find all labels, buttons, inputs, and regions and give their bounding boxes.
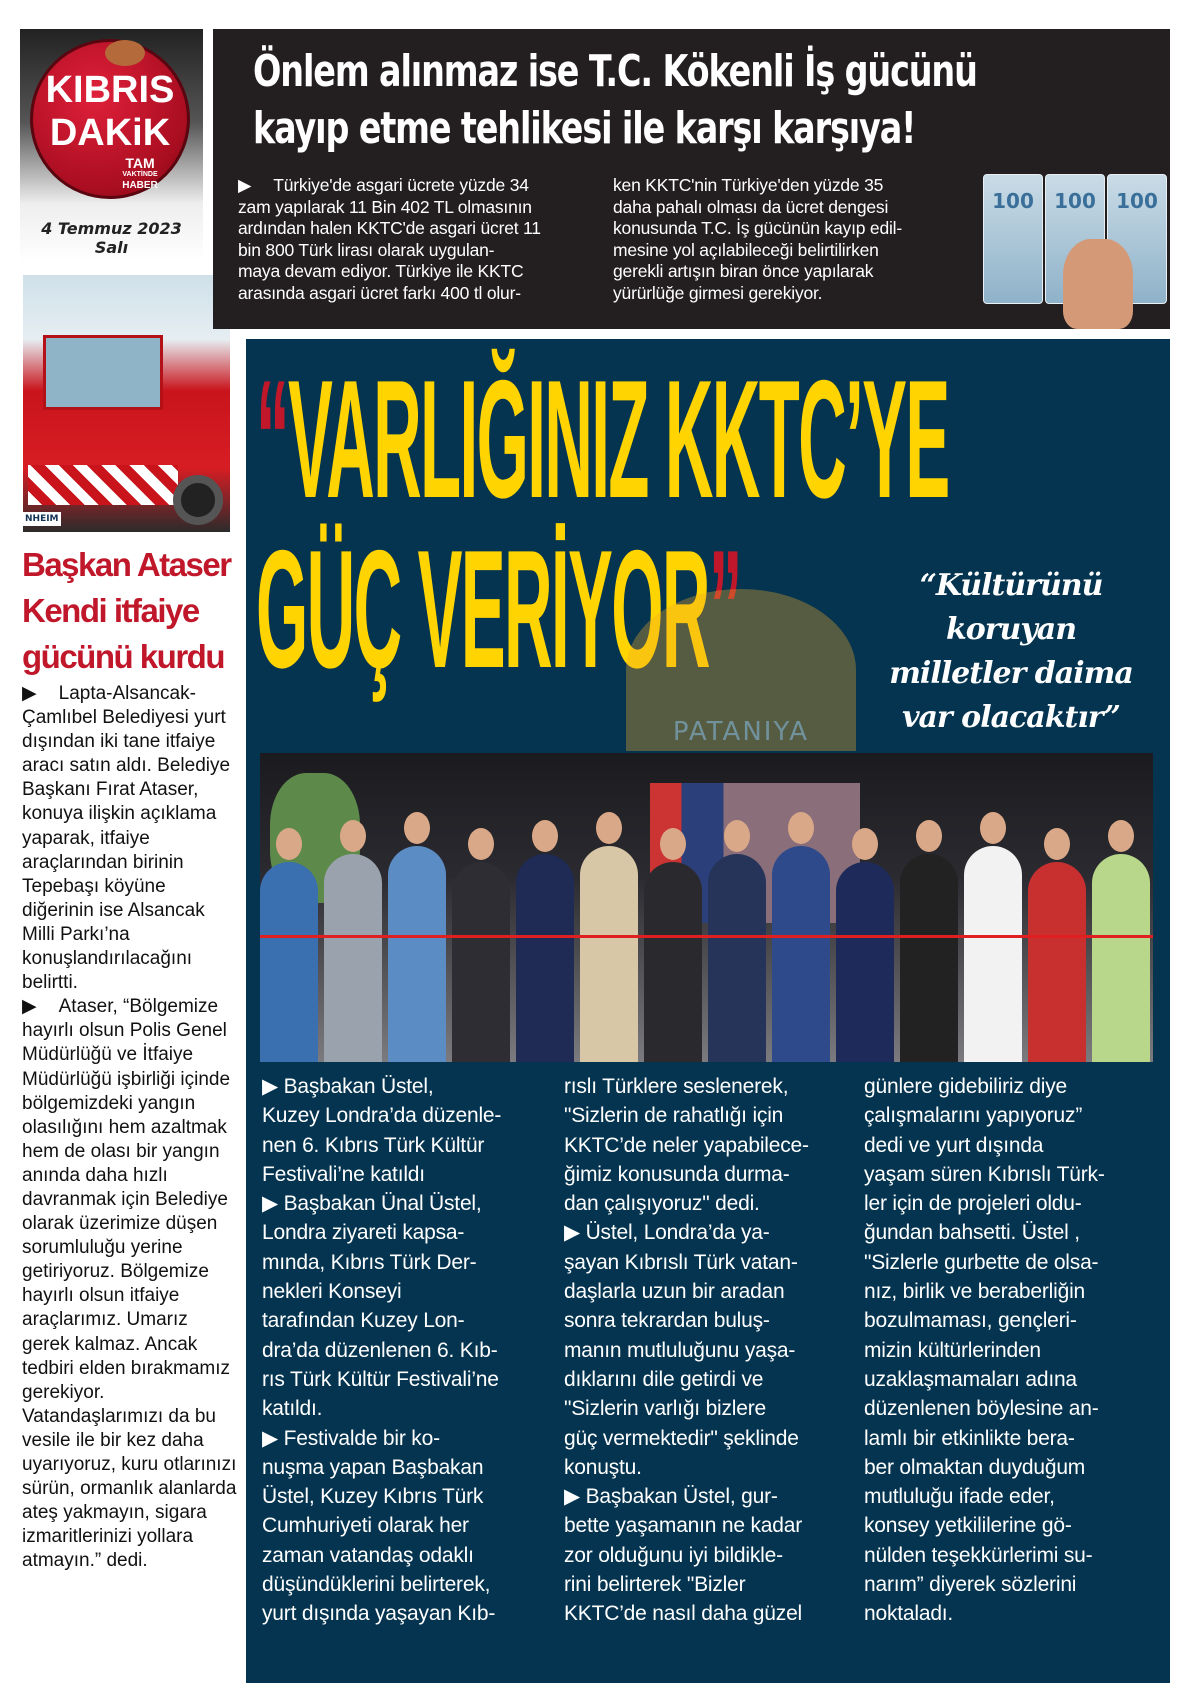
text-line: daha pahalı olması da ücret dengesi <box>613 196 889 217</box>
person <box>1028 862 1086 1062</box>
open-quote: “ <box>256 345 288 533</box>
person-head <box>724 820 750 852</box>
person-head <box>1044 828 1070 860</box>
masthead-logo <box>20 29 203 262</box>
person <box>836 862 894 1062</box>
text-line: ber olmaktan duyduğum <box>864 1455 1086 1479</box>
text-line: düşündüklerini belirterek, <box>262 1573 491 1597</box>
text-line: gerekli artışın biran önce yapılarak <box>613 261 874 281</box>
text-line: ▶ Başbakan Üstel, <box>262 1075 434 1098</box>
bullet-arrow-icon: ▶ <box>22 683 37 704</box>
text-line: ardından halen KKTC'de asgari ücret 11 <box>238 218 541 238</box>
person <box>1092 854 1150 1062</box>
person-head <box>788 812 814 844</box>
text-line: katıldı. <box>262 1397 323 1421</box>
top-story-column-1 <box>238 175 583 304</box>
watermark: PATANIYA <box>626 589 856 751</box>
banknotes-photo <box>983 169 1170 329</box>
text-line: düzenlenen böylesine an- <box>864 1397 1099 1421</box>
text-line: Kuzey Londra’da düzenle- <box>262 1104 502 1128</box>
main-story-column-1 <box>262 1072 552 1629</box>
text-line: konusunda T.C. İş gücünün kayıp edil- <box>613 218 902 238</box>
text-line: Londra ziyareti kapsa- <box>262 1221 465 1245</box>
person-head <box>916 820 942 852</box>
text-line: konsey yetkililerine gö- <box>864 1514 1072 1538</box>
person <box>388 846 446 1062</box>
photo-caption: NHEIM <box>25 514 59 524</box>
banknote: 100 <box>1045 174 1105 304</box>
person <box>964 846 1022 1062</box>
day-text: Salı <box>94 238 129 257</box>
person-head <box>340 820 366 852</box>
text-line: noktaladı. <box>864 1602 954 1626</box>
text-line: zaman vatandaş odaklı <box>262 1543 474 1567</box>
text-line: narım” diyerek sözlerini <box>864 1573 1077 1597</box>
person <box>260 862 318 1062</box>
text-line: güç vermektedir" şeklinde <box>564 1426 799 1450</box>
text-line: yaşam süren Kıbrıslı Türk- <box>864 1162 1105 1186</box>
text-line: Cumhuriyeti olarak her <box>262 1514 469 1538</box>
text-line: "Sizlerin de rahatlığı için <box>564 1104 784 1128</box>
person <box>644 862 702 1062</box>
logo-tag2: VAKTİNDE <box>122 171 158 178</box>
headline-line: gücünü kurdu <box>22 638 224 675</box>
logo-badge <box>30 39 190 199</box>
text-line: ▶ Başbakan Üstel, gur- <box>564 1485 778 1509</box>
text-line: rıs Türk Kültür Festivali’ne <box>262 1367 499 1391</box>
text-line: ler için de projeleri oldu- <box>864 1192 1082 1216</box>
person <box>324 854 382 1062</box>
text-line: ğundan bahsetti. Üstel , <box>864 1221 1080 1245</box>
logo-tag3: HABER <box>122 180 158 191</box>
text-line: yurt dışında yaşayan Kıb- <box>262 1602 496 1626</box>
person-head <box>532 820 558 852</box>
text-line: lamlı bir etkinlikte bera- <box>864 1426 1075 1450</box>
top-story-column-2 <box>613 175 953 304</box>
text-line: dıklarını dile getirdi ve <box>564 1367 764 1391</box>
text-line: bozulmaması, gençleri- <box>864 1309 1077 1333</box>
text-line: uzaklaşmamaları adına <box>864 1367 1077 1391</box>
person <box>452 862 510 1062</box>
person <box>708 854 766 1062</box>
side-story-headline <box>22 542 237 680</box>
person <box>580 846 638 1062</box>
headline-line: Başkan Ataser <box>22 546 231 583</box>
ribbon-cutting-photo <box>260 753 1153 1062</box>
paragraph: ▶ Ataser, “Bölgemize hayırlı olsun Polis Genel Müdürlüğü ve İtfaiye Müdürlüğü işbirliği içinde bölgemizdeki yangın olasılığını hem azaltmak hem de olası bir yangın anında daha hızlı davranmak için Belediye olarak üzerimize düşen sorumluluğu yerine getiriyoruz. Bölgemize hayırlı olsun itfaiye araçlarımız. Umarız gerek kalmaz. Ancak tedbiri elden bırakmamız gerekiyor. Vatandaşlarımızı da bu vesile ile bir kez daha uyarıyoruz, kuru otlarınızı sürün, ormanlık alanlarda ateş yakmayın, sigara izmaritlerinizi yollara atmayın.” dedi. <box>22 996 237 1572</box>
side-story-body <box>22 682 237 1573</box>
logo-tag1: TAM <box>125 155 155 171</box>
text-line: ▶ Festivalde bir ko- <box>262 1426 440 1450</box>
person-head <box>276 828 302 860</box>
text-line: zam yapılarak 11 Bin 402 TL olmasının <box>238 196 532 217</box>
pull-quote: “Kültürünü koruyan milletler daima var olacaktır” <box>889 568 1133 735</box>
text-line: nen 6. Kıbrıs Türk Kültür <box>262 1133 485 1157</box>
text-line: mında, Kıbrıs Türk Der- <box>262 1250 477 1274</box>
text-line: mutluluğu ifade eder, <box>864 1485 1055 1509</box>
person <box>772 846 830 1062</box>
logo-line1: KIBRIS <box>45 69 175 111</box>
text-line: ▶ Üstel, Londra’da ya- <box>564 1221 770 1245</box>
text-line: bette yaşamanın ne kadar <box>564 1514 803 1538</box>
text-line: dan çalışıyoruz" dedi. <box>564 1192 760 1216</box>
text-line: Festivali’ne katıldı <box>262 1162 425 1186</box>
date-text: 4 Temmuz 2023 <box>41 219 182 238</box>
text-line: rini belirterek "Bizler <box>564 1573 746 1597</box>
text-line: zor olduğunu iyi bildikle- <box>564 1543 783 1567</box>
hand <box>1063 239 1133 329</box>
text-line: yürürlüğe girmesi gerekiyor. <box>613 282 823 303</box>
text-line: arasında asgari ücret farkı 400 tl olur- <box>238 282 521 303</box>
text-line: çalışmalarını yapıyoruz” <box>864 1104 1083 1128</box>
text-line: "Sizlerle gurbette de olsa- <box>864 1250 1099 1274</box>
text-line: nülden teşekkürlerimi su- <box>864 1543 1093 1567</box>
person-head <box>660 828 686 860</box>
text-line: ğimiz konusunda durma- <box>564 1162 790 1186</box>
fire-truck-photo <box>23 275 230 532</box>
top-story-headline: Önlem alınmaz ise T.C. Kökenli İş gücünü kayıp etme tehlikesi ile karşı karşıya! <box>253 46 977 154</box>
text-line: sonra tekrardan buluş- <box>564 1309 770 1333</box>
text-line: rıslı Türklere seslenerek, <box>564 1075 789 1098</box>
text-line: manın mutluluğunu yaşa- <box>564 1338 796 1362</box>
paragraph: ▶ Lapta-Alsancak-Çamlıbel Belediyesi yurt dışından iki tane itfaiye aracı satın aldı. Belediye Başkanı Fırat Ataser, konuya ilişkin açıklama yaparak, itfaiye araçlarından birinin Tepebaşı köyüne diğerinin ise Alsancak Milli Parkı’na konuşlandırılacağını belirtti. <box>22 683 231 994</box>
person-head <box>852 828 878 860</box>
text-line: KKTC’de nasıl daha güzel <box>564 1602 803 1626</box>
text-line: KKTC’de neler yapabilece- <box>564 1133 809 1157</box>
person-head <box>404 812 430 844</box>
text-line: maya devam ediyor. Türkiye ile KKTC <box>238 261 524 281</box>
main-story-column-2 <box>564 1072 854 1629</box>
person <box>516 854 574 1062</box>
bullet-arrow-icon: ▶ <box>238 175 252 195</box>
main-headline: “VARLIĞINIZ KKTC’YE GÜÇ VERİYOR” <box>256 345 949 703</box>
text-line: ▶ Türkiye'de asgari ücrete yüzde 34 <box>238 175 529 195</box>
person-head <box>596 812 622 844</box>
text-line: ▶ Başbakan Ünal Üstel, <box>262 1192 482 1216</box>
text-line: günlere gidebiliriz diye <box>864 1075 1067 1098</box>
main-story <box>246 339 1170 1683</box>
text-line: tarafından Kuzey Lon- <box>262 1309 465 1333</box>
turtle-icon <box>105 40 145 66</box>
close-quote: ” <box>708 515 741 703</box>
text-line: nuşma yapan Başbakan <box>262 1455 484 1479</box>
person <box>900 854 958 1062</box>
text-line: daşlarla uzun bir aradan <box>564 1280 785 1304</box>
headline-line: Kendi itfaiye <box>22 592 199 629</box>
person-head <box>980 812 1006 844</box>
text-line: dra’da düzenlenen 6. Kıb- <box>262 1338 498 1362</box>
main-story-column-3 <box>864 1072 1164 1629</box>
text-line: Üstel, Kuzey Kıbrıs Türk <box>262 1485 484 1509</box>
top-story <box>213 29 1170 329</box>
text-line: bin 800 Türk lirası olarak uygulan- <box>238 239 495 260</box>
text-line: mesine yol açılabileceği belirtilirken <box>613 239 879 260</box>
text-line: dedi ve yurt dışında <box>864 1133 1044 1157</box>
red-ribbon <box>260 935 1153 938</box>
banknote: 100 <box>983 174 1043 304</box>
logo-line2: DAKiK <box>49 112 171 154</box>
text-line: nekleri Konseyi <box>262 1280 402 1304</box>
text-line: konuştu. <box>564 1455 642 1479</box>
bullet-arrow-icon: ▶ <box>22 996 37 1018</box>
person-head <box>1108 820 1134 852</box>
text-line: ken KKTC'nin Türkiye'den yüzde 35 <box>613 175 884 195</box>
text-line: "Sizlerin varlığı bizlere <box>564 1397 767 1421</box>
person-head <box>468 828 494 860</box>
issue-date <box>20 219 203 257</box>
text-line: şayan Kıbrıslı Türk vatan- <box>564 1250 798 1274</box>
text-line: mizin kültürlerinden <box>864 1338 1041 1362</box>
banknote: 100 <box>1107 174 1167 304</box>
text-line: nız, birlik ve beraberliğin <box>864 1280 1086 1304</box>
